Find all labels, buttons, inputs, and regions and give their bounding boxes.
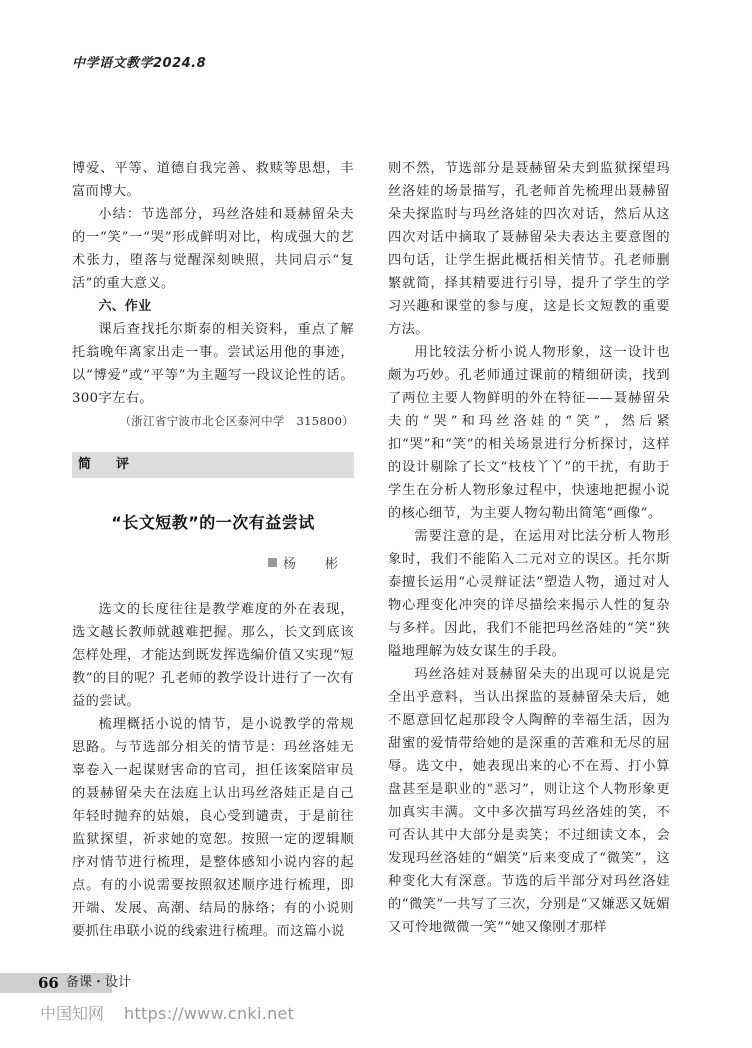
paragraph: 用比较法分析小说人物形象，这一设计也颇为巧妙。孔老师通过课前的精细研读，找到了两位主要人物鲜明的外在特征——聂赫留朵夫的“哭”和玛丝洛娃的“笑”，然后紧扣“哭”和“笑”的相关场景进行分析探讨，这样的设计剔除了长文“枝枝丫丫”的干扰，有助于学生在分析人物形象过程中，快速地把握小说的核心细节，为主要人物勾勒出简笔“画像”。 <box>388 345 670 521</box>
article-title: “长文短教”的一次有益尝试 <box>111 513 315 532</box>
article-body-left <box>72 598 354 943</box>
article-body-right <box>388 157 670 939</box>
journal-title: 中学语文教学2024.8 <box>72 56 207 71</box>
paragraph: 需要注意的是，在运用对比法分析人物形象时，我们不能陷入二元对立的误区。托尔斯泰擅长运用“心灵辩证法”塑造人物，通过对人物心理变化冲突的详尽描绘来揭示人性的复杂与多样。因此，我们不能把玛丝洛娃的“笑”狭隘地理解为妓女谋生的手段。 <box>388 529 670 659</box>
section-tag: 简 评 <box>78 457 136 472</box>
author-name: 杨 彬 <box>283 557 347 572</box>
paragraph: 玛丝洛娃对聂赫留朵夫的出现可以说是完全出乎意料，当认出探监的聂赫留朵夫后，她不愿意回忆起那段令人陶醉的幸福生活，因为甜蜜的爱情带给她的是深重的苦难和无尽的屈辱。选文中，她表现出来的心不在焉、打小算盘甚至是职业的“恶习”，则让这个人物形象更加真实丰满。文中多次描写玛丝洛娃的笑，不可否认其中大部分是卖笑；不过细读文本，会发现玛丝洛娃的“媚笑”后来变成了“微笑”，这种变化大有深意。节选的后半部分对玛丝洛娃的“微笑”一共写了三次，分别是“又嫌恶又妩媚又可怜地微微一笑”“她又像刚才那样 <box>388 667 670 935</box>
page-number: 66 <box>38 974 59 992</box>
paragraph: 选文的长度往往是教学难度的外在表现，选文越长教师就越难把握。那么，长文到底该怎样处理，才能达到既发挥选编价值又实现“短教”的目的呢？孔老师的教学设计进行了一次有益的尝试。 <box>72 602 354 709</box>
author-affiliation: （浙江省宁波市北仑区泰河中学 315800） <box>119 414 354 428</box>
square-bullet-icon <box>268 558 277 567</box>
cnki-watermark <box>40 1003 294 1025</box>
watermark-site-name: 中国知网 <box>40 1004 105 1023</box>
paragraph: 则不然，节选部分是聂赫留朵夫到监狱探望玛丝洛娃的场景描写，孔老师首先梳理出聂赫留朵夫探监时与玛丝洛娃的四次对话，然后从这四次对话中摘取了聂赫留朵夫表达主要意图的四句话，让学生据此概括相关情节。孔老师删繁就简，择其精要进行引导，提升了学生的学习兴趣和课堂的参与度，这是长文短教的重要方法。 <box>388 161 670 337</box>
paragraph: 小结：节选部分，玛丝洛娃和聂赫留朵夫的一“笑”一“哭”形成鲜明对比，构成强大的艺术张力，堕落与觉醒深刻映照，共同启示“复活”的重大意义。 <box>72 207 354 291</box>
homework-heading: 六、作业 <box>98 299 152 314</box>
footer-section-name: 备课・设计 <box>66 975 132 990</box>
previous-article-tail <box>72 157 354 433</box>
paragraph: 博爱、平等、道德自我完善、救赎等思想，丰富而博大。 <box>72 161 354 199</box>
watermark-url: https://www.cnki.net <box>124 1004 295 1023</box>
paragraph: 梳理概括小说的情节，是小说教学的常规思路。与节选部分相关的情节是：玛丝洛娃无辜卷入一起谋财害命的官司，担任该案陪审员的聂赫留朵夫在法庭上认出玛丝洛娃正是自己年轻时抛弃的姑娘，良心受到谴责，于是前往监狱探望，祈求她的宽恕。按照一定的逻辑顺序对情节进行梳理，是整体感知小说内容的起点。有的小说需要按照叙述顺序进行梳理，即开端、发展、高潮、结局的脉络；有的小说则要抓住串联小说的线索进行梳理。而这篇小说 <box>72 717 354 939</box>
homework-text: 课后查找托尔斯泰的相关资料，重点了解托翁晚年离家出走一事。尝试运用他的事迹，以“博爱”或“平等”为主题写一段议论性的话。300字左右。 <box>72 322 354 406</box>
byline <box>268 553 346 572</box>
section-band <box>72 452 354 478</box>
